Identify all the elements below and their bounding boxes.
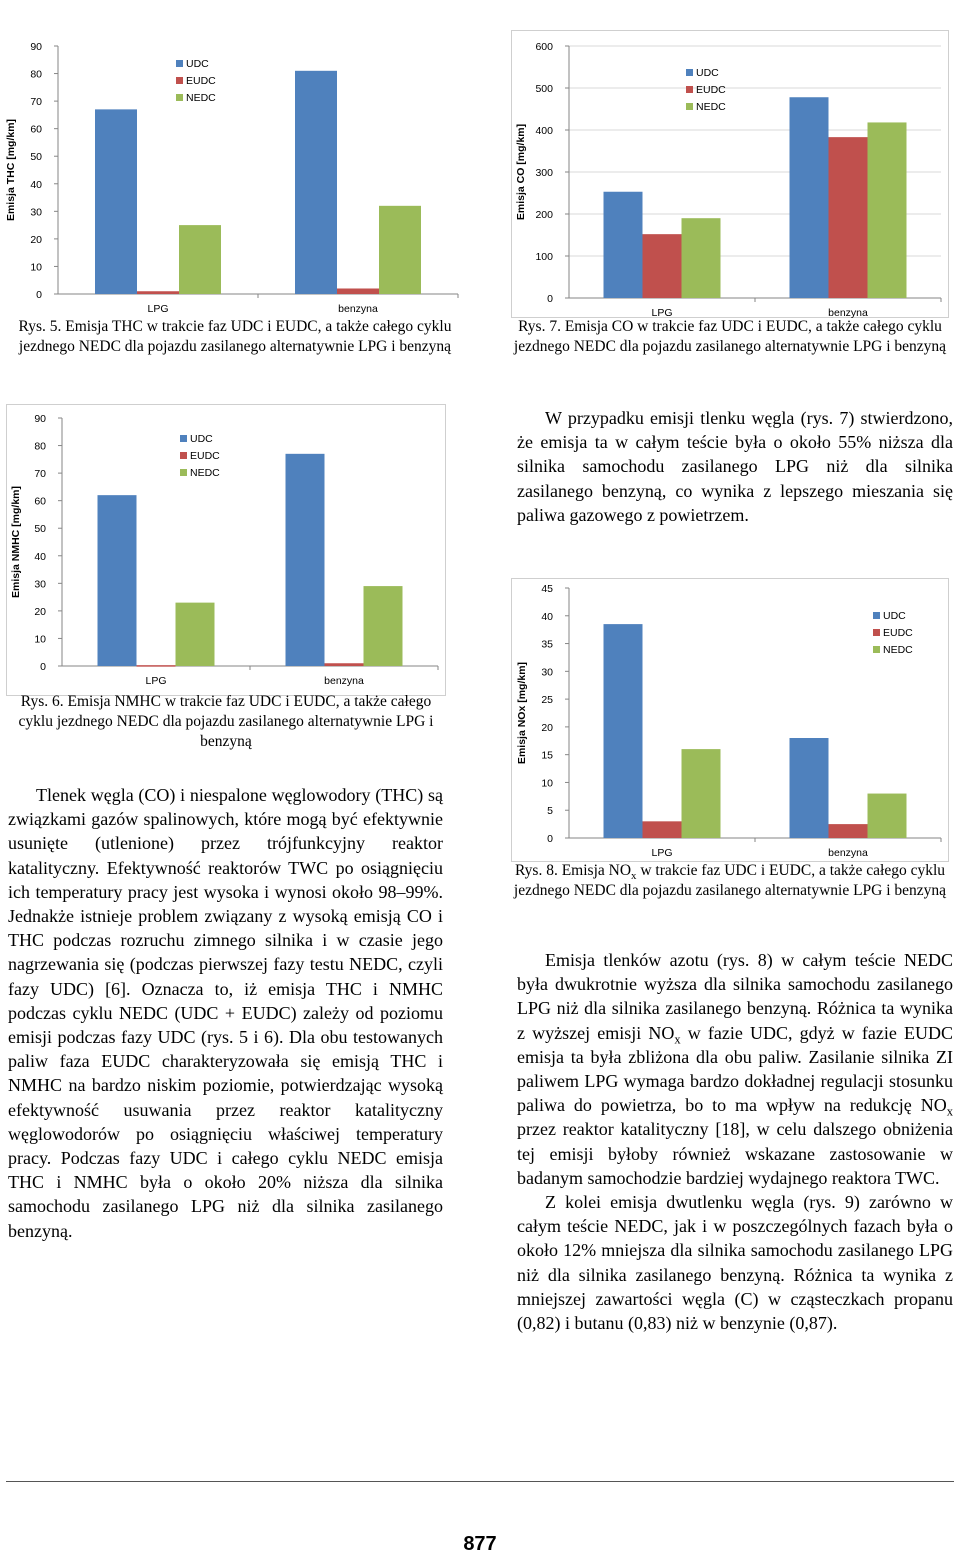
y-tick-label: 70 — [30, 96, 42, 109]
chart-nmhc — [6, 404, 446, 696]
bar-eudc-benzyna — [337, 288, 379, 294]
y-tick-label: 5 — [547, 805, 553, 818]
y-tick-label: 400 — [535, 125, 553, 137]
bar-udc-benzyna — [295, 71, 337, 294]
page-number: 877 — [463, 1533, 497, 1555]
y-tick-label: 20 — [541, 721, 553, 734]
y-tick-label: 80 — [30, 68, 42, 81]
y-tick-label: 100 — [535, 251, 553, 263]
legend-swatch-nedc — [176, 94, 183, 101]
nox-subscript-2: x — [946, 1104, 953, 1119]
y-tick-label: 30 — [30, 206, 42, 219]
bar-eudc-lpg — [137, 291, 179, 294]
figure-8-caption-post: w trakcie faz UDC i EUDC, a także całego cyklu jezdnego NEDC dla pojazdu zasilanego alternatywnie LPG i benzyną — [513, 862, 947, 899]
y-tick-label: 90 — [30, 41, 42, 53]
nox-subscript-1: x — [674, 1032, 681, 1047]
footer-rule — [6, 1481, 954, 1482]
y-tick-label: 20 — [30, 233, 42, 246]
y-tick-label: 90 — [34, 413, 46, 425]
paragraph-hydrocarbons-text: Tlenek węgla (CO) i niespalone węglowodory (THC) są związkami gazów spalinowych, które mogą być efektywnie usunięte (utlenione) przez trójfunkcyjny reaktor katalityczny. Efektywność reaktorów TWC po osiągnięciu ich temperatury pracy jest wysoka i wynosi około 98–99%. Jednakże istnieje problem związany z wysoką emisją CO i THC podczas rozruchu zimnego silnika i w czasie jego nagrzewania się (podczas pierwszej fazy testu NEDC, czyli fazy UDC) [6]. Oznacza to, iż emisja THC i NMHC podczas cyklu NEDC (UDC + EUDC) zależy od poziomu emisji podczas fazy UDC (rys. 5 i 6). Dla obu testowanych paliw faza EUDC charakteryzowała się emisją THC i NMHC na bardzo niskim poziomie, potwierdzając wysoką efektywność usuwania przez reaktor katalityczny węglowodorów po osiągnięciu właściwej temperatury pracy. Podczas fazy UDC i całego cyklu NEDC emisja THC i NMHC była o około 20% niższa dla silnika samochodu zasilanego LPG niż dla silnika zasilanego benzyną. — [8, 785, 443, 1241]
x-tick-label: benzyna — [338, 303, 378, 315]
y-tick-label: 60 — [30, 123, 42, 136]
bar-udc-lpg — [604, 624, 643, 838]
paragraph-nox-part-3: przez reaktor katalityczny [18], w celu dalszego obniżenia tej emisji byłoby również wskazane zastosowanie w badanym samochodzie bardziej wydajnego reaktora TWC. — [517, 1119, 953, 1188]
bar-nedc-lpg — [682, 749, 721, 838]
y-tick-label: 10 — [34, 633, 46, 646]
bar-eudc-lpg — [137, 665, 176, 667]
chart-nmhc-svg — [6, 404, 446, 696]
bar-nedc-lpg — [179, 225, 221, 294]
bar-udc-lpg — [98, 495, 137, 666]
y-tick-label: 30 — [34, 578, 46, 591]
bar-eudc-lpg — [643, 821, 682, 838]
bar-eudc-benzyna — [829, 824, 868, 838]
paragraph-nox-part-2: w fazie UDC, gdyż w fazie EUDC emisja ta była zbliżona dla obu paliw. Zasilanie silnika ZI paliwem LPG wymaga bardzo dokładnej regulacji stosunku paliwa do powietrza, bo to ma wpływ na redukcję NO — [517, 1022, 953, 1116]
y-tick-label: 35 — [541, 638, 553, 651]
bar-nedc-benzyna — [364, 586, 403, 666]
bar-nedc-lpg — [176, 603, 215, 666]
y-tick-label: 15 — [541, 749, 553, 762]
legend-swatch-nedc — [873, 646, 880, 653]
y-tick-label: 20 — [34, 605, 46, 618]
legend-label-nedc: NEDC — [190, 467, 220, 479]
y-tick-label: 50 — [30, 151, 42, 164]
legend-label-eudc: EUDC — [696, 84, 726, 96]
chart-thc-svg — [0, 30, 470, 320]
y-tick-label: 25 — [541, 694, 553, 707]
bar-eudc-lpg — [643, 234, 682, 298]
figure-8-caption — [511, 861, 949, 901]
chart-nox-svg — [511, 578, 949, 862]
legend-label-nedc: NEDC — [696, 101, 726, 113]
y-tick-label: 60 — [34, 495, 46, 508]
bar-nedc-benzyna — [868, 794, 907, 838]
y-tick-label: 600 — [535, 41, 553, 53]
paragraph-nox — [517, 948, 953, 1190]
y-axis-label: Emisja CO [mg/km] — [515, 123, 527, 221]
y-tick-label: 500 — [535, 83, 553, 95]
x-tick-label: benzyna — [828, 847, 868, 859]
legend-label-udc: UDC — [190, 433, 213, 445]
x-tick-label: LPG — [651, 847, 673, 859]
chart-thc — [0, 30, 470, 320]
y-tick-label: 80 — [34, 440, 46, 453]
x-tick-label: benzyna — [828, 307, 868, 319]
y-tick-label: 0 — [547, 833, 553, 845]
y-tick-label: 40 — [30, 178, 42, 191]
y-axis-label: Emisja NMHC [mg/km] — [10, 485, 22, 599]
y-tick-label: 70 — [34, 468, 46, 481]
legend-swatch-nedc — [686, 103, 693, 110]
bar-udc-lpg — [604, 192, 643, 298]
bar-nedc-lpg — [682, 218, 721, 298]
y-tick-label: 0 — [547, 293, 553, 305]
figure-6-caption: Rys. 6. Emisja NMHC w trakcie faz UDC i EUDC, a także całego cyklu jezdnego NEDC dla pojazdu zasilanego alternatywnie LPG i benzyną — [18, 693, 434, 750]
y-tick-label: 0 — [36, 289, 42, 301]
legend-label-eudc: EUDC — [186, 75, 216, 87]
legend-swatch-udc — [180, 435, 187, 442]
legend-swatch-eudc — [180, 452, 187, 459]
bar-eudc-benzyna — [325, 663, 364, 666]
bar-udc-benzyna — [286, 454, 325, 666]
chart-nox — [511, 578, 949, 862]
bar-nedc-benzyna — [379, 206, 421, 294]
paragraph-nox-part-1: Emisja tlenków azotu (rys. 8) w całym teście NEDC była dwukrotnie wyższa dla silnika samochodu zasilanego LPG niż dla silnika zasilanego benzyną. Różnica ta wynika z wyższej emisji NO — [517, 950, 953, 1043]
legend-label-eudc: EUDC — [190, 450, 220, 462]
y-tick-label: 10 — [541, 777, 553, 790]
y-tick-label: 40 — [541, 610, 553, 623]
paragraph-co-emission — [517, 406, 953, 527]
figure-8-caption-sub: x — [631, 870, 637, 883]
x-tick-label: benzyna — [324, 675, 364, 687]
legend-swatch-udc — [176, 60, 183, 67]
bar-eudc-benzyna — [829, 137, 868, 298]
bar-udc-benzyna — [790, 97, 829, 298]
paragraph-co2: Z kolei emisja dwutlenku węgla (rys. 9) zarówno w całym teście NEDC, jak i w poszczególnych fazach była o około 12% mniejsza dla silnika samochodu zasilanego LPG niż dla silnika zasilanego benzyną. Różnica ta wynika z mniejszej zawartości węgla (C) w cząsteczkach propanu (0,82) i butanu (0,83) niż w benzynie (0,87). — [517, 1192, 953, 1334]
y-tick-label: 30 — [541, 666, 553, 679]
y-axis-label: Emisja THC [mg/km] — [5, 118, 17, 222]
y-tick-label: 10 — [30, 261, 42, 274]
legend-swatch-udc — [686, 69, 693, 76]
legend-swatch-nedc — [180, 469, 187, 476]
paragraph-nox-co2 — [517, 948, 953, 1335]
y-tick-label: 0 — [40, 661, 46, 673]
y-tick-label: 200 — [535, 209, 553, 221]
paragraph-hydrocarbons — [8, 783, 443, 1243]
legend-swatch-eudc — [686, 86, 693, 93]
bar-udc-benzyna — [790, 738, 829, 838]
bar-nedc-benzyna — [868, 122, 907, 298]
legend-label-nedc: NEDC — [883, 644, 913, 656]
x-tick-label: LPG — [145, 675, 167, 687]
y-tick-label: 300 — [535, 167, 553, 179]
bar-udc-lpg — [95, 109, 137, 294]
figure-8-caption-pre: Rys. 8. Emisja NO — [514, 862, 632, 879]
paragraph-co-text: W przypadku emisji tlenku węgla (rys. 7) stwierdzono, że emisja ta w całym teście była o około 55% niższa dla silnika samochodu zasilanego LPG niż dla silnika zasilanego benzyną, co wynika z lepszego mieszania się paliwa gazowego z powietrzem. — [517, 408, 953, 525]
y-tick-label: 45 — [541, 583, 553, 595]
chart-co — [511, 30, 949, 320]
legend-label-eudc: EUDC — [883, 627, 913, 639]
legend-swatch-eudc — [873, 629, 880, 636]
y-axis-label: Emisja NOx [mg/km] — [516, 661, 528, 765]
figure-7-caption: Rys. 7. Emisja CO w trakcie faz UDC i EUDC, a także całego cyklu jezdnego NEDC dla pojazdu zasilanego alternatywnie LPG i benzyną — [513, 318, 947, 355]
legend-label-nedc: NEDC — [186, 92, 216, 104]
legend-label-udc: UDC — [696, 67, 719, 79]
x-tick-label: LPG — [147, 303, 169, 315]
legend-swatch-udc — [873, 612, 880, 619]
legend-swatch-eudc — [176, 77, 183, 84]
y-tick-label: 40 — [34, 550, 46, 563]
legend-label-udc: UDC — [186, 58, 209, 70]
chart-co-svg — [511, 30, 949, 320]
x-tick-label: LPG — [651, 307, 673, 319]
legend-label-udc: UDC — [883, 610, 906, 622]
figure-5-caption: Rys. 5. Emisja THC w trakcie faz UDC i EUDC, a także całego cyklu jezdnego NEDC dla pojazdu zasilanego alternatywnie LPG i benzyną — [18, 318, 452, 355]
y-tick-label: 50 — [34, 523, 46, 536]
